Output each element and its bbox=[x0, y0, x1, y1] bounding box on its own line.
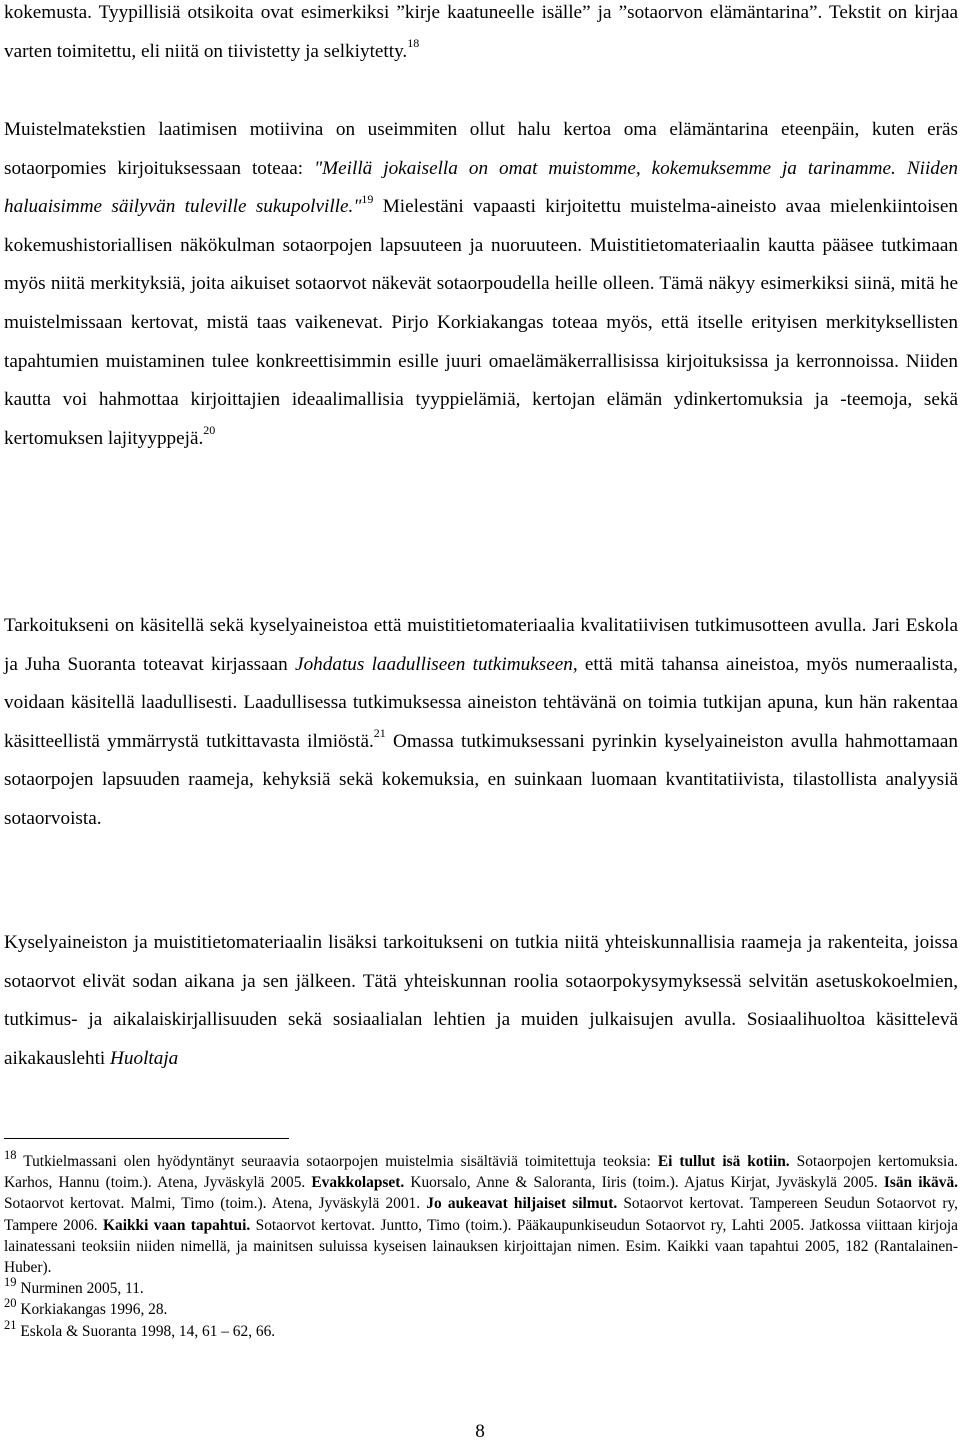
book-title: Johdatus laadulliseen tutkimukseen bbox=[295, 653, 573, 675]
footnote-ref-20: 20 bbox=[203, 423, 216, 438]
paragraph-motives bbox=[4, 111, 958, 458]
paragraph-text: Muistelmatekstien laatimisen motiivina on useimmiten ollut halu kertoa oma elämäntarina eteenpäin, kuten eräs sotaorpomies kirjoituksessaan toteaa: bbox=[4, 119, 958, 179]
footnote-book-title: Isän ikävä. bbox=[883, 1174, 958, 1192]
footnote-19 bbox=[4, 1275, 958, 1299]
paragraph-text: , että mitä tahansa aineistoa, myös numeraalista, voidaan käsitellä laadullisesti. Laadullisessa tutkimuksessa aineiston tehtävänä on toimia tutkijan apuna, kun hän rakentaa käsitteellistä ymmärrystä tutkittavasta ilmiöstä. bbox=[4, 653, 958, 752]
footnote-book-title: Evakkolapset. bbox=[311, 1174, 405, 1192]
paragraph-intro-continuation bbox=[4, 0, 958, 71]
paragraph-method bbox=[4, 607, 958, 839]
paragraph-text: Omassa tutkimuksessani pyrinkin kyselyaineiston avulla hahmottamaan sotaorpojen lapsuuden raameja, kehyksiä sekä kokemuksia, en suinkaan luomaan kvantitatiivista, tilastollista analyysiä sotaorvoista. bbox=[4, 730, 958, 829]
footnote-text: Sotaorpojen kertomuksia. Karhos, Hannu (toim.). Atena, Jyväskylä 2005. bbox=[4, 1153, 959, 1192]
footnote-text: Sotaorvot kertovat. Juntto, Timo (toim.). Pääkaupunkiseudun Sotaorvot ry, Lahti 2005. Jatkossa viittaan kirjoja lainatessani teoksiin niiden nimellä, ja mainitsen suluissa kyseisen lainauksen kirjoittajan nimen. Esim. Kaikki vaan tapahtui 2005, 182 (Rantalainen-Huber). bbox=[4, 1216, 958, 1277]
paragraph-sources bbox=[4, 924, 958, 1078]
paragraph-text: Tarkoitukseni on käsitellä sekä kyselyaineistoa että muistitietomateriaalia kvalitatiivisen tutkimusotteen avulla. Jari Eskola ja Juha Suoranta toteavat kirjassaan bbox=[4, 615, 958, 675]
footnote-ref-19: 19 bbox=[361, 191, 374, 206]
footnote-number: 18 bbox=[4, 1147, 17, 1162]
footnote-text: Eskola & Suoranta 1998, 14, 61 – 62, 66. bbox=[16, 1322, 276, 1340]
footnote-book-title: Ei tullut isä kotiin. bbox=[657, 1153, 790, 1170]
footnote-ref-21: 21 bbox=[373, 726, 386, 741]
quote-text: "Meillä jokaisella on omat muistomme, kokemuksemme ja tarinamme. Niiden haluaisimme säilyvän tuleville sukupolville." bbox=[4, 157, 959, 218]
footnote-text: Sotaorvot kertovat. Malmi, Timo (toim.). Atena, Jyväskylä 2001. bbox=[4, 1195, 427, 1213]
paragraph-text: kokemusta. Tyypillisiä otsikoita ovat esimerkiksi ”kirje kaatuneelle isälle” ja ”sotaorvon elämäntarina”. Tekstit on kirjaa varten toimitettu, eli niitä on tiivistetty ja selkiytetty. bbox=[4, 2, 958, 62]
paragraph-text: Mielestäni vapaasti kirjoitettu muistelma-aineisto avaa mielenkiintoisen kokemushistoriallisen näkökulman sotaorpojen lapsuuteen ja nuoruuteen. Muistitietomateriaalin kautta pääsee tutkimaan myös niitä merkityksiä, joita aikuiset sotaorvot näkevät sotaorpoudella heille olleen. Tämä näkyy esimerkiksi siinä, mitä he muistelmissaan kertovat, mistä taas vaikenevat. Pirjo Korkiakangas toteaa myös, että itselle erityisen merkityksellisten tapahtumien muistaminen tulee konkreettisimmin esille juuri omaelämäkerrallisissa kirjoituksissa ja kerronnoissa. Niiden kautta voi hahmottaa kirjoittajien ideaalimallisia tyyppielämiä, kertojan elämän ydinkertomuksia ja -teemoja, sekä kertomuksen lajityyppejä. bbox=[4, 196, 958, 449]
footnote-text: Nurminen 2005, 11. bbox=[16, 1280, 144, 1298]
footnote-number: 19 bbox=[4, 1275, 17, 1290]
footnote-ref-18: 18 bbox=[407, 36, 420, 51]
footnote-book-title: Jo aukeavat hiljaiset silmut. bbox=[426, 1195, 618, 1213]
footnote-number: 20 bbox=[4, 1296, 17, 1311]
footnote-18 bbox=[4, 1147, 959, 1278]
footnote-21 bbox=[4, 1317, 958, 1342]
footnote-text: Sotaorvot kertovat. Tampereen Seudun Sotaorvot ry, Tampere 2006. bbox=[4, 1195, 958, 1234]
footnotes bbox=[4, 1147, 959, 1342]
footnote-text: Kuorsalo, Anne & Saloranta, Iiris (toim.). Ajatus Kirjat, Jyväskylä 2005. bbox=[404, 1174, 884, 1192]
footnote-text: Tutkielmassani olen hyödyntänyt seuraavia sotaorpojen muistelmia sisältäviä toimitettuja teoksia: bbox=[16, 1153, 658, 1170]
footnote-number: 21 bbox=[4, 1317, 17, 1332]
footnote-text: Korkiakangas 1996, 28. bbox=[16, 1301, 168, 1319]
paragraph-text: Kyselyaineiston ja muistitietomateriaalin lisäksi tarkoitukseni on tutkia niitä yhteiskunnallisia raameja ja rakenteita, joissa sotaorvot elivät sodan aikana ja sen jälkeen. Tätä yhteiskunnan roolia sotaorpokysymyksessä selvitän asetuskokoelmien, tutkimus- ja aikalaiskirjallisuuden sekä sosiaalialan lehtien ja muiden julkaisujen avulla. Sosiaalihuoltoa käsittelevä aikakauslehti bbox=[4, 932, 958, 1069]
page-number: 8 bbox=[475, 1421, 485, 1442]
journal-title: Huoltaja bbox=[110, 1047, 179, 1069]
footnote-divider bbox=[4, 1138, 289, 1139]
footnote-20 bbox=[4, 1296, 958, 1320]
footnote-book-title: Kaikki vaan tapahtui. bbox=[103, 1216, 251, 1234]
